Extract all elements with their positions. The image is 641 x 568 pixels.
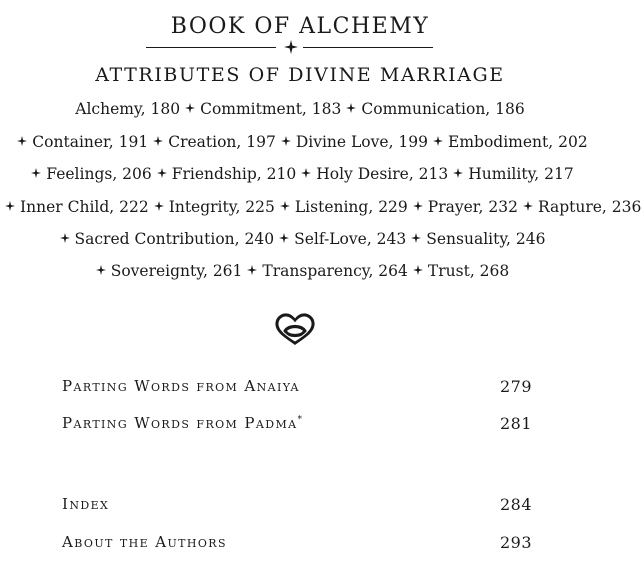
- attribute-line: [0, 230, 600, 248]
- four-point-star-icon: [433, 136, 443, 146]
- four-point-star-icon: [96, 265, 106, 275]
- toc-entry-parting-words-anaiya[interactable]: [62, 377, 532, 401]
- four-point-star-icon: [301, 168, 311, 178]
- four-point-star-icon: [413, 265, 423, 275]
- toc-entry-page: 284: [499, 495, 532, 514]
- four-point-star-icon: [413, 201, 423, 211]
- four-point-star-icon: [31, 168, 41, 178]
- attribute-line: [0, 133, 600, 151]
- four-point-star-icon: [185, 103, 195, 113]
- four-point-star-icon: [281, 136, 291, 146]
- attribute-entry[interactable]: Inner Child, 222: [20, 198, 149, 216]
- attribute-entry[interactable]: Friendship, 210: [171, 165, 297, 183]
- footnote-mark: *: [297, 415, 304, 425]
- attribute-line: [0, 100, 600, 118]
- four-point-star-icon: [5, 201, 15, 211]
- toc-entry-title: Index: [62, 495, 110, 513]
- attribute-entry[interactable]: Sovereignty, 261: [110, 262, 243, 280]
- toc-entry-page: 293: [499, 533, 532, 552]
- four-point-star-icon: [280, 201, 290, 211]
- attribute-entry[interactable]: Trust, 268: [427, 262, 510, 280]
- attribute-line: [0, 198, 641, 216]
- attribute-entry[interactable]: Communication, 186: [361, 100, 525, 118]
- toc-entry-page: 281: [499, 414, 532, 433]
- four-point-star-icon: [279, 233, 289, 243]
- attribute-entry[interactable]: Container, 191: [32, 133, 149, 151]
- attribute-entry[interactable]: Commitment, 183: [200, 100, 342, 118]
- toc-entry-page: 279: [499, 377, 532, 396]
- attribute-entry[interactable]: Sensuality, 246: [426, 230, 546, 248]
- four-point-star-icon: [284, 40, 298, 54]
- attribute-entry[interactable]: Humility, 217: [468, 165, 574, 183]
- four-point-star-icon: [157, 168, 167, 178]
- attribute-entry[interactable]: Self-Love, 243: [294, 230, 407, 248]
- toc-entry-title: Parting Words from Padma*: [62, 414, 304, 432]
- four-point-star-icon: [154, 201, 164, 211]
- attribute-line: [0, 165, 600, 183]
- attribute-entry[interactable]: Creation, 197: [168, 133, 276, 151]
- title-rule-right: [303, 47, 433, 48]
- attribute-entry[interactable]: Transparency, 264: [262, 262, 408, 280]
- section-title: ATTRIBUTES OF DIVINE MARRIAGE: [95, 64, 505, 86]
- four-point-star-icon: [17, 136, 27, 146]
- four-point-star-icon: [247, 265, 257, 275]
- attribute-entry[interactable]: Divine Love, 199: [295, 133, 429, 151]
- attribute-entry[interactable]: Embodiment, 202: [448, 133, 588, 151]
- attribute-entry[interactable]: Prayer, 232: [427, 198, 518, 216]
- attribute-line: [0, 262, 600, 280]
- toc-entry-about-the-authors[interactable]: [62, 533, 532, 557]
- toc-entry-index[interactable]: [62, 495, 532, 519]
- attribute-entry[interactable]: Listening, 229: [294, 198, 408, 216]
- toc-entry-title: About the Authors: [62, 533, 227, 551]
- attribute-entry[interactable]: Alchemy, 180: [75, 100, 181, 118]
- attribute-entry[interactable]: Feelings, 206: [46, 165, 152, 183]
- title-rule-left: [146, 47, 276, 48]
- toc-entry-parting-words-padma[interactable]: [62, 414, 532, 438]
- four-point-star-icon: [411, 233, 421, 243]
- attribute-entry[interactable]: Rapture, 236: [537, 198, 641, 216]
- toc-entry-title: Parting Words from Anaiya: [62, 377, 300, 395]
- attribute-entry[interactable]: Integrity, 225: [168, 198, 275, 216]
- attribute-entry[interactable]: Holy Desire, 213: [316, 165, 449, 183]
- four-point-star-icon: [60, 233, 70, 243]
- attribute-entry[interactable]: Sacred Contribution, 240: [74, 230, 275, 248]
- four-point-star-icon: [523, 201, 533, 211]
- four-point-star-icon: [453, 168, 463, 178]
- book-title: BOOK OF ALCHEMY: [170, 14, 430, 39]
- four-point-star-icon: [153, 136, 163, 146]
- four-point-star-icon: [346, 103, 356, 113]
- infinity-heart-knot-icon: [271, 312, 319, 348]
